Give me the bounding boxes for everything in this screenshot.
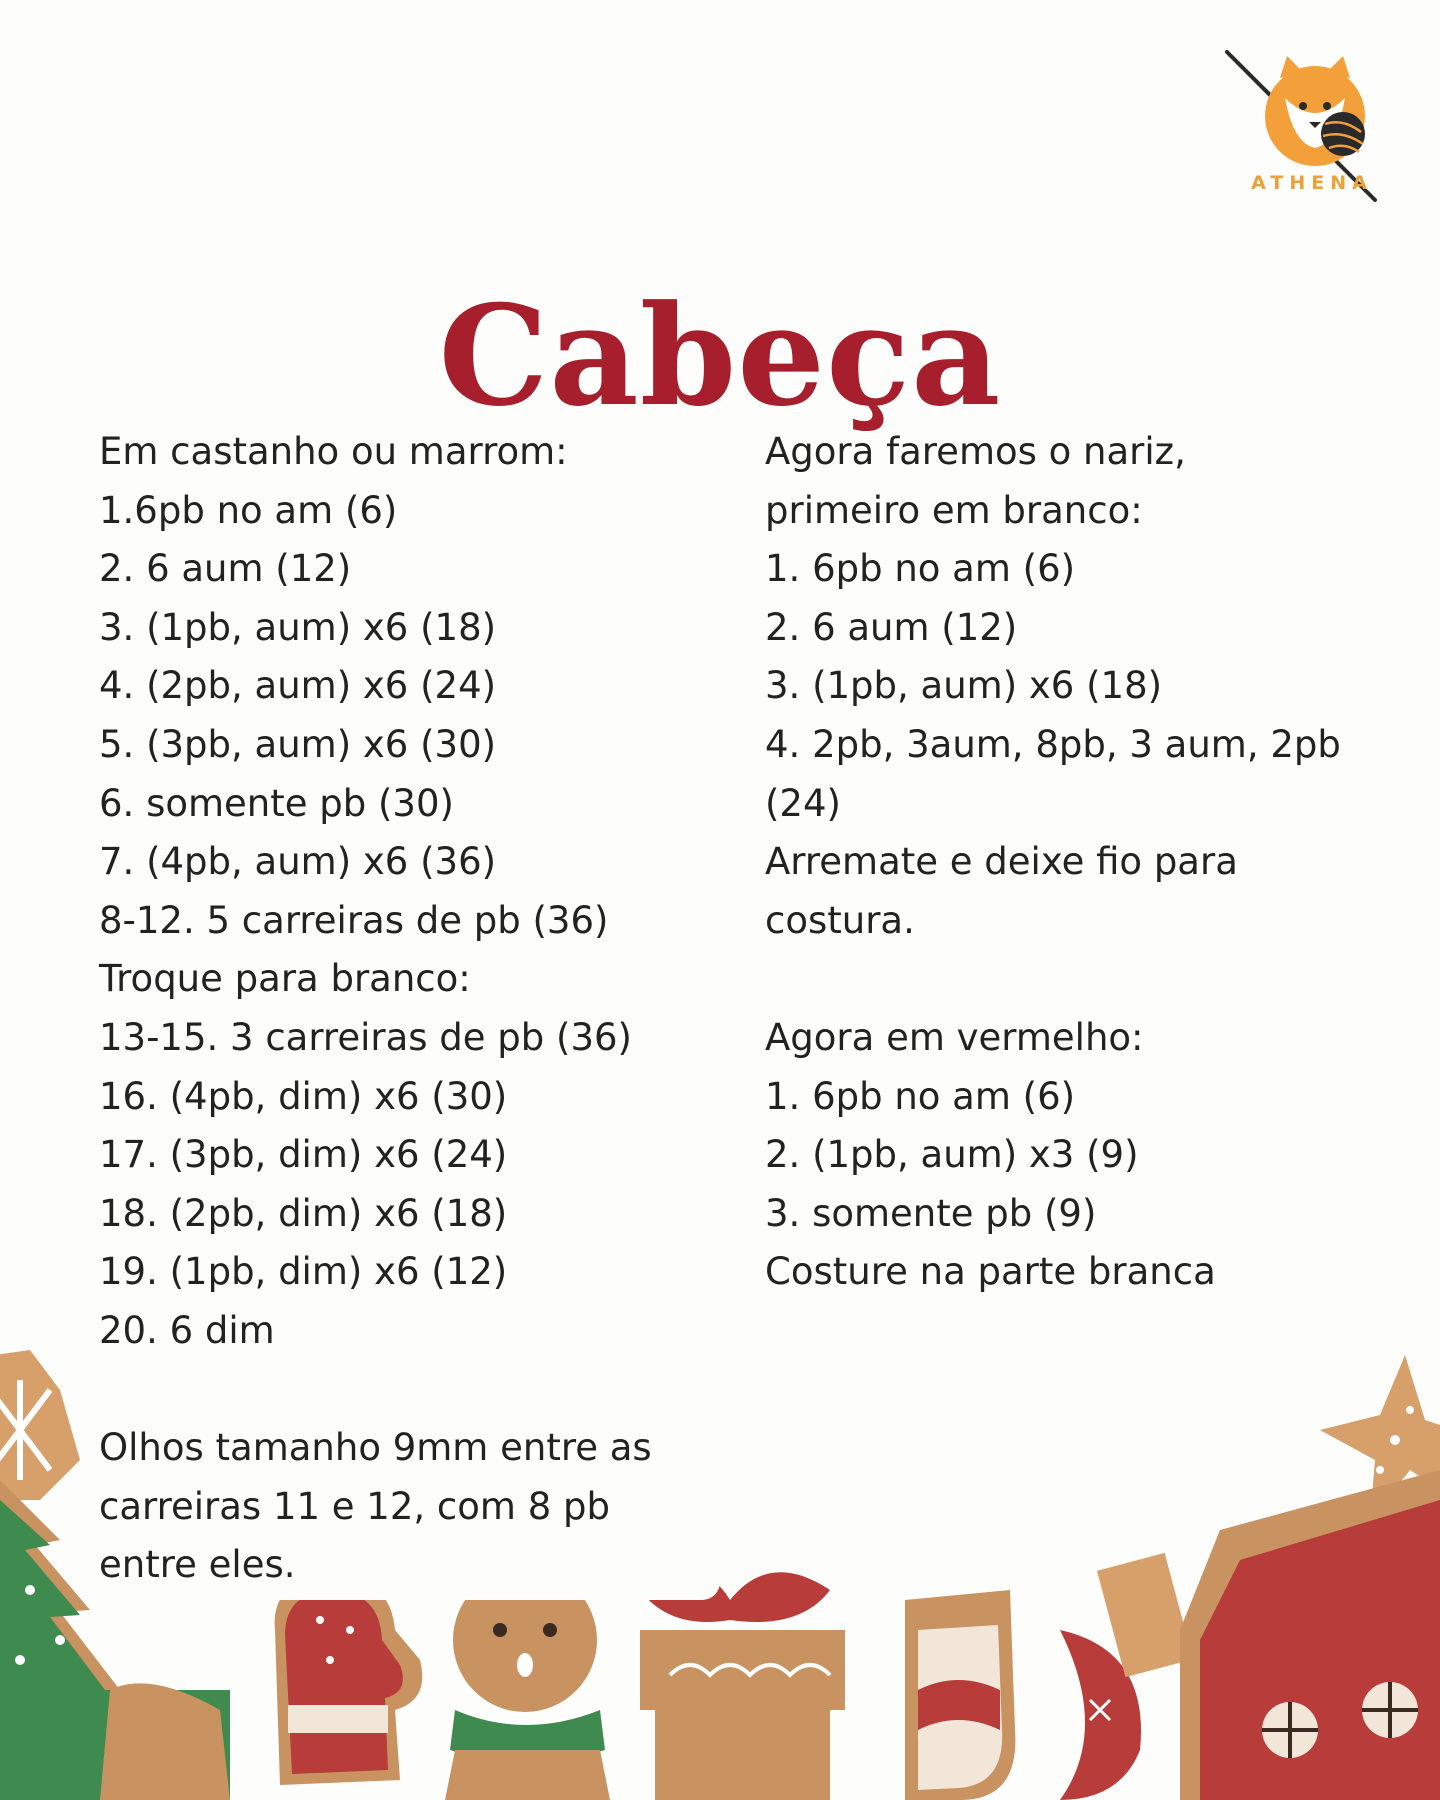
snowflake-cookie-icon	[0, 1350, 80, 1500]
stocking-cookie-icon	[905, 1590, 1015, 1800]
nose-instruction-line: primeiro em branco:	[765, 488, 1143, 532]
red-nose-instruction-line: 3. somente pb (9)	[765, 1191, 1097, 1235]
spacer	[99, 1361, 759, 1420]
page-title: Cabeça	[438, 274, 1002, 438]
instruction-line: 1.6pb no am (6)	[99, 488, 398, 532]
nose-instruction-line: 1. 6pb no am (6)	[765, 547, 1076, 591]
instruction-line: 2. 6 aum (12)	[99, 547, 352, 591]
eyes-note-line: Olhos tamanho 9mm entre as	[99, 1426, 652, 1470]
mitten-cookie-icon	[275, 1575, 423, 1785]
red-nose-instruction-line: Agora em vermelho:	[765, 1015, 1144, 1059]
house-cookie-icon	[1097, 1470, 1440, 1800]
instruction-line: 7. (4pb, aum) x6 (36)	[99, 840, 497, 884]
nose-instruction-line: 4. 2pb, 3aum, 8pb, 3 aum, 2pb	[765, 722, 1341, 766]
instruction-line: 4. (2pb, aum) x6 (24)	[99, 664, 497, 708]
gift-cookie-icon	[640, 1572, 845, 1800]
instruction-line: 13-15. 3 carreiras de pb (36)	[99, 1015, 632, 1059]
right-column	[765, 423, 1425, 1302]
instruction-line: 18. (2pb, dim) x6 (18)	[99, 1191, 508, 1235]
instruction-line: 3. (1pb, aum) x6 (18)	[99, 605, 497, 649]
nose-instruction-line: 2. 6 aum (12)	[765, 605, 1018, 649]
eyes-note-line: carreiras 11 e 12, com 8 pb	[99, 1484, 610, 1528]
instruction-line: Troque para branco:	[99, 957, 471, 1001]
red-nose-instruction-line: 2. (1pb, aum) x3 (9)	[765, 1133, 1139, 1177]
nose-instruction-line: Agora faremos o nariz,	[765, 430, 1186, 473]
instruction-line: 6. somente pb (30)	[99, 781, 454, 825]
instruction-line: 5. (3pb, aum) x6 (30)	[99, 722, 497, 766]
brand-name: ATHENA	[1251, 172, 1373, 194]
nose-instruction-line: costura.	[765, 898, 915, 942]
red-nose-instruction-line: Costure na parte branca	[765, 1250, 1216, 1294]
instruction-line: 20. 6 dim	[99, 1308, 275, 1352]
left-column	[99, 423, 759, 1595]
spacer	[765, 950, 1425, 1009]
eyes-note-line: entre eles.	[99, 1543, 296, 1587]
nose-instruction-line: 3. (1pb, aum) x6 (18)	[765, 664, 1163, 708]
instruction-line: 19. (1pb, dim) x6 (12)	[99, 1250, 508, 1294]
nose-instruction-line: Arremate e deixe fio para	[765, 840, 1238, 884]
red-nose-instruction-line: 1. 6pb no am (6)	[765, 1074, 1076, 1118]
instruction-line: 17. (3pb, dim) x6 (24)	[99, 1133, 508, 1177]
gingerbread-man-icon	[445, 1568, 610, 1800]
instruction-line: 8-12. 5 carreiras de pb (36)	[99, 898, 609, 942]
nose-instruction-line: (24)	[765, 781, 841, 825]
instruction-line: Em castanho ou marrom:	[99, 430, 568, 473]
instruction-line: 16. (4pb, dim) x6 (30)	[99, 1074, 508, 1118]
